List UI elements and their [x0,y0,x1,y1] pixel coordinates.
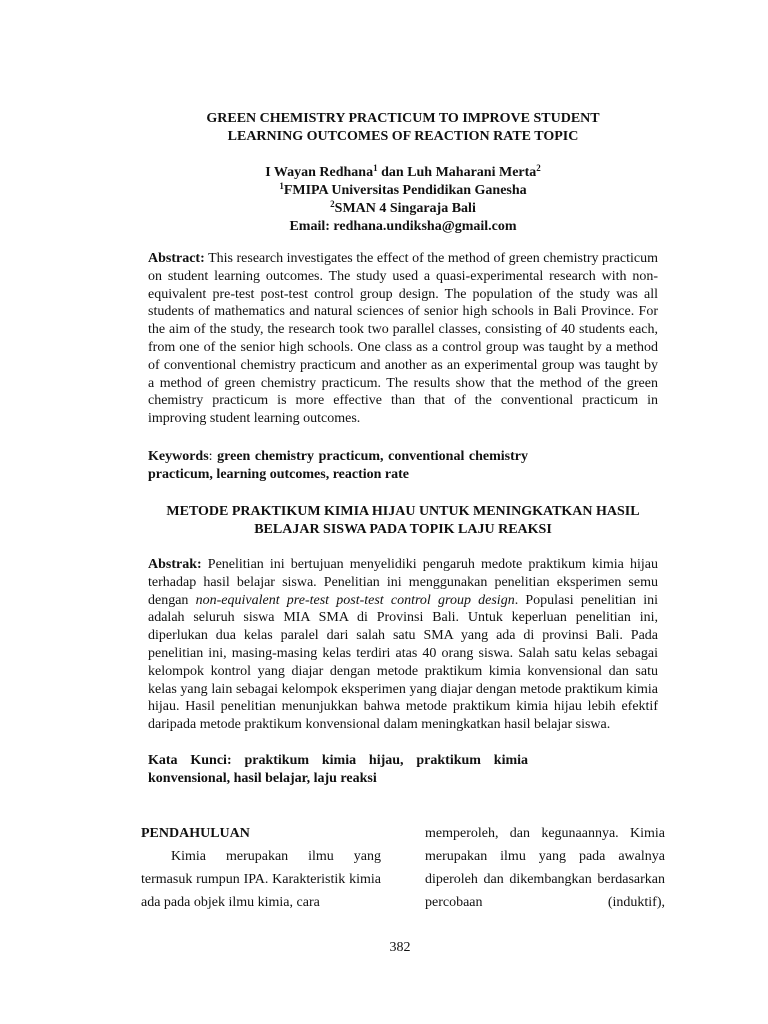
affiliation-2 [148,200,658,218]
affiliation-2-text: SMAN 4 Singaraja Bali [334,201,476,216]
body-left-column [141,822,381,914]
english-title [148,110,658,146]
author-block [148,164,658,236]
affiliation-1-superscript: 1 [279,181,284,191]
abstrak-text-2: . Populasi penelitian ini adalah seluruh siswa MIA SMA di Provinsi Bali. Untuk keperluan penelitian ini, diperlukan dua kelas paralel dari salah satu SMA yang ada di provinsi Bali. Pada penelitian ini, masing-masing kelas terdiri atas 40 orang siswa. Salah satu kelas sebagai kelompok kontrol yang diajar dengan metode praktikum kimia konvensional dan satu kelas yang lain sebagai kelompok eksperimen yang diajar dengan metode praktikum kimia hijau. Hasil penelitian menunjukkan bahwa metode praktikum kimia hijau lebih efektif daripada metode praktikum konvensional dalam meningkatkan hasil belajar siswa. [148,592,659,733]
indonesian-title-line-2: BELAJAR SISWA PADA TOPIK LAJU REAKSI [254,522,552,537]
body-left-paragraph: Kimia merupakan ilmu yang termasuk rumpun IPA. Karakteristik kimia ada pada objek ilmu kimia, cara [141,849,381,910]
author-1-name: I Wayan Redhana [265,165,374,180]
keywords-label: Keywords [148,449,209,464]
english-abstract [148,250,658,428]
english-title-line-1: GREEN CHEMISTRY PRACTICUM TO IMPROVE STUDENT [206,111,600,126]
abstract-text: This research investigates the effect of the method of green chemistry practicum on student learning outcomes. The study used a quasi-experimental research with non-equivalent pre-test post-test control group design. The population of the study was all students of mathematics and natural sciences of senior high schools in Bali Province. For the aim of the study, the research took two parallel classes, consisting of 40 students each, from one of the senior high schools. One class as a control group was taught by a method of conventional chemistry practicum and another as an experimental group was taught by a method of green chemistry practicum. The results show that the method of the green chemistry practicum is more effective than that of the conventional practicum in improving student learning outcomes. [148,251,659,427]
author-connector: dan [377,165,408,180]
affiliation-2-superscript: 2 [330,199,335,209]
body-right-column [425,822,665,914]
affiliation-1-text: FMIPA Universitas Pendidikan Ganesha [283,183,527,198]
indonesian-keywords [148,752,528,788]
author-email: Email: redhana.undiksha@gmail.com [289,219,517,234]
page-number: 382 [389,940,411,955]
author-1-superscript: 1 [373,163,378,173]
abstrak-label: Abstrak: [148,557,202,572]
section-heading: PENDAHULUAN [141,826,250,841]
affiliation-1 [148,182,658,200]
abstract-label: Abstract: [148,251,205,266]
kata-kunci-label: Kata Kunci: [148,753,232,768]
english-keywords [148,448,528,484]
keywords-colon: : [208,449,213,464]
body-right-paragraph: memperoleh, dan kegunaannya. Kimia merupakan ilmu yang pada awalnya diperoleh dan dikembangkan berdasarkan percobaan (induktif), [425,826,665,910]
abstrak-design-italic: non-equivalent pre-test post-test control group design [195,592,515,608]
english-title-line-2: LEARNING OUTCOMES OF REACTION RATE TOPIC [227,129,579,144]
abstrak-text-1: Penelitian ini bertujuan menyelidiki pengaruh medote praktikum kimia hijau terhadap hasil belajar siswa. Penelitian ini menggunakan penelitian eksperimen semu dengan [148,557,658,608]
kata-kunci-text: praktikum kimia hijau, praktikum kimia konvensional, hasil belajar, laju reaksi [148,753,529,786]
indonesian-abstract [148,556,658,734]
indonesian-title [148,503,658,539]
author-2-superscript: 2 [536,163,541,173]
keywords-text: green chemistry practicum, conventional chemistry practicum, learning outcomes, reaction rate [148,449,529,482]
indonesian-title-line-1: METODE PRAKTIKUM KIMIA HIJAU UNTUK MENINGKATKAN HASIL [166,504,640,519]
author-names [148,164,658,182]
author-2-name: Luh Maharani Merta [407,165,537,180]
